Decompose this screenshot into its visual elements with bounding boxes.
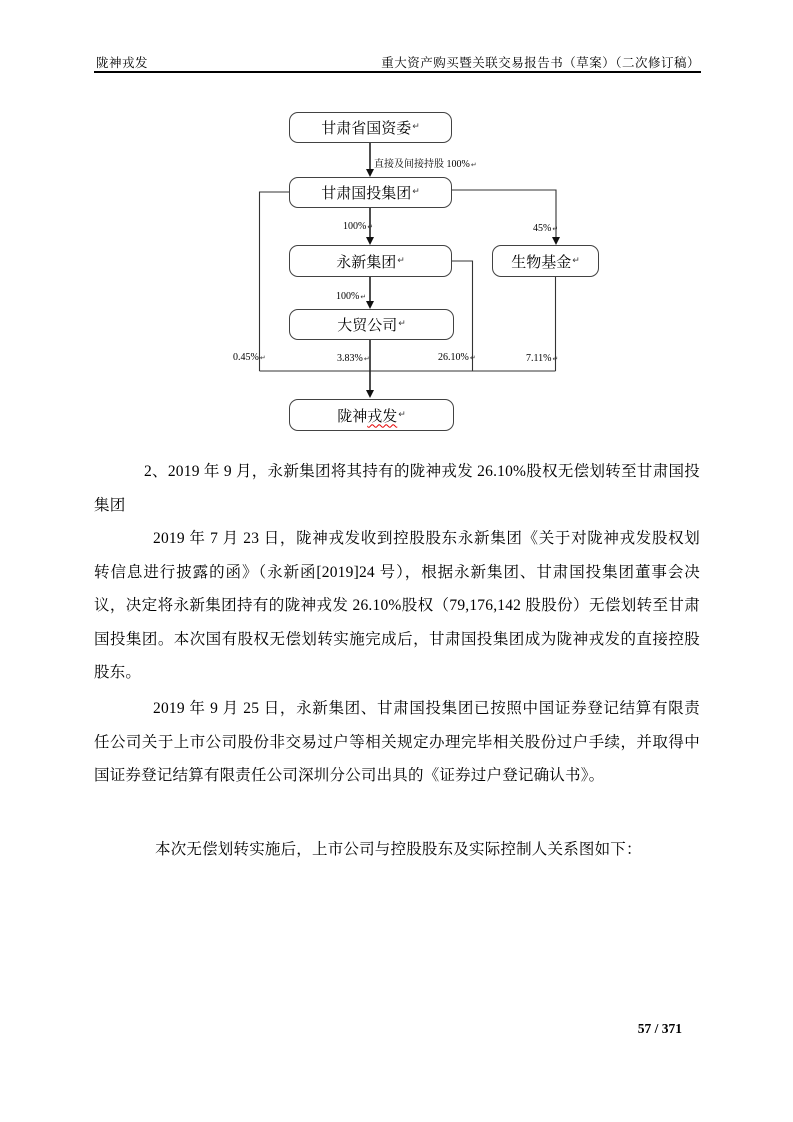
return-mark-icon: ↵ [367,223,374,231]
edge-label-guotou-yongxin-100: 100%↵ [343,221,374,232]
return-mark-icon: ↵ [363,355,370,363]
edge-label-yongxin-longshen-2610: 26.10%↵ [438,352,476,363]
org-node-label-spellcheck: 戎发 [367,408,398,425]
return-mark-icon: ↵ [552,225,559,233]
header-rule [94,71,701,73]
return-mark-icon: ↵ [469,354,476,362]
return-mark-icon: ↵ [398,319,406,329]
return-mark-icon: ↵ [398,409,406,420]
page-number: 57 / 371 [637,1021,682,1036]
paragraph-heading-transfer: 2、2019 年 9 月，永新集团将其持有的陇神戎发 26.10%股权无偿划转至甘肃国投集团 [94,463,700,514]
return-mark-icon: ↵ [412,122,420,132]
edge-label-direct-indirect-100: 直接及间接持股 100%↵ [374,159,477,170]
org-node-label: 甘肃省国资委 [321,121,412,137]
edge-label-guotou-biofund-45: 45%↵ [533,223,559,234]
return-mark-icon: ↵ [470,161,477,169]
org-node-bio-fund [492,245,599,277]
header-company-name: 陇神戎发 [96,56,149,70]
header-report-title: 重大资产购买暨关联交易报告书（草案）（二次修订稿） [381,56,700,70]
org-node-longshen-rongfa [289,399,454,431]
org-node-label: 永新集团 [336,254,397,271]
edge-label-biofund-longshen-711: 7.11%↵ [526,353,559,364]
paragraph-relationship-intro: 本次无偿划转实施后，上市公司与控股股东及实际控制人关系图如下： [155,841,642,858]
org-node-damao-company [289,309,454,340]
org-node-label: 陇神 [337,408,368,425]
return-mark-icon: ↵ [259,354,266,362]
org-node-label: 甘肃国投集团 [321,186,412,202]
edge-label-guotou-longshen-045: 0.45%↵ [233,352,266,363]
edge-label-yongxin-damao-100: 100%↵ [336,291,367,302]
org-node-label: 大贸公司 [337,318,398,334]
return-mark-icon: ↵ [360,293,367,301]
return-mark-icon: ↵ [397,255,405,266]
return-mark-icon: ↵ [552,355,559,363]
return-mark-icon: ↵ [572,255,580,266]
org-node-yongxin-group [289,245,452,277]
paragraph-registration: 2019 年 9 月 25 日，永新集团、甘肃国投集团已按照中国证券登记结算有限责任公司关于上市公司股份非交易过户等相关规定办理完毕相关股份过户手续，并取得中国证券登记结算有限责任公司深圳分公司出具的《证券过户登记确认书》。 [94,700,700,784]
org-node-gansu-guotou [289,177,452,208]
org-node-gansu-sasac [289,112,452,143]
paragraph-transfer-notice: 2019 年 7 月 23 日，陇神戎发收到控股股东永新集团《关于对陇神戎发股权划转信息进行披露的函》（永新函[2019]24 号），根据永新集团、甘肃国投集团董事会决议，决定将永新集团持有的陇神戎发 26.10%股权（79,176,142 股股份）无偿划转至甘肃国投集团。本次国有股权无偿划转实施完成后，甘肃国投集团成为陇神戎发的直接控股股东。 [94,530,700,681]
org-node-label: 生物基金 [511,254,572,271]
edge-label-damao-longshen-383: 3.83%↵ [337,353,370,364]
return-mark-icon: ↵ [412,187,420,197]
